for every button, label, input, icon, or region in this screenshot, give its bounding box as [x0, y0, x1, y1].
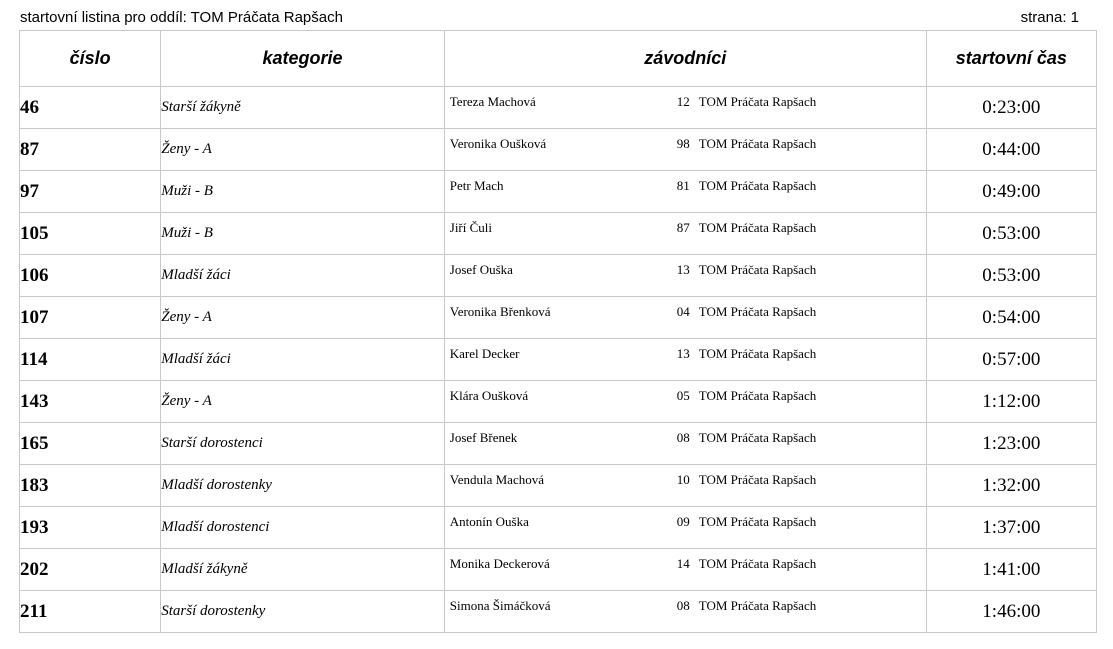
competitor-cell — [444, 423, 926, 465]
start-number: 97 — [20, 171, 161, 213]
start-number: 107 — [20, 297, 161, 339]
competitor-name: Tereza Machová — [449, 94, 536, 109]
table-row — [20, 465, 1097, 507]
category: Muži - B — [161, 171, 445, 213]
competitor-cell — [444, 591, 926, 633]
club-name: TOM Práčata Rapšach — [698, 346, 817, 361]
competitor-cell — [444, 297, 926, 339]
birth-year: 98 — [676, 136, 690, 151]
category: Mladší dorostenci — [161, 507, 445, 549]
start-time: 1:41:00 — [926, 549, 1096, 591]
birth-year: 10 — [676, 472, 690, 487]
competitor-name: Simona Šimáčková — [449, 598, 551, 613]
column-header-start-time: startovní čas — [926, 31, 1096, 87]
table-row — [20, 549, 1097, 591]
table-row — [20, 423, 1097, 465]
table-row — [20, 213, 1097, 255]
competitor-name: Karel Decker — [449, 346, 520, 361]
club-name: TOM Práčata Rapšach — [698, 598, 817, 613]
club-name: TOM Práčata Rapšach — [698, 388, 817, 403]
start-list-table — [19, 30, 1097, 633]
column-header-number: číslo — [20, 31, 161, 87]
category: Mladší žákyně — [161, 549, 445, 591]
competitor-name: Josef Břenek — [449, 430, 518, 445]
birth-year: 13 — [676, 346, 690, 361]
category: Mladší žáci — [161, 339, 445, 381]
start-time: 1:46:00 — [926, 591, 1096, 633]
start-number: 143 — [20, 381, 161, 423]
category: Starší dorostenky — [161, 591, 445, 633]
club-name: TOM Práčata Rapšach — [698, 178, 817, 193]
start-number: 202 — [20, 549, 161, 591]
birth-year: 08 — [676, 598, 690, 613]
category: Starší žákyně — [161, 87, 445, 129]
table-row — [20, 339, 1097, 381]
column-header-category: kategorie — [161, 31, 445, 87]
competitor-cell — [444, 381, 926, 423]
club-name: TOM Práčata Rapšach — [698, 262, 817, 277]
competitor-name: Klára Oušková — [449, 388, 529, 403]
table-row — [20, 297, 1097, 339]
category: Ženy - A — [161, 129, 445, 171]
start-number: 211 — [20, 591, 161, 633]
table-row — [20, 381, 1097, 423]
competitor-name: Veronika Oušková — [449, 136, 547, 151]
start-time: 1:37:00 — [926, 507, 1096, 549]
start-number: 46 — [20, 87, 161, 129]
start-time: 1:23:00 — [926, 423, 1096, 465]
table-body — [20, 87, 1097, 633]
category: Mladší dorostenky — [161, 465, 445, 507]
start-time: 0:44:00 — [926, 129, 1096, 171]
page-number: strana: 1 — [1020, 9, 1079, 26]
start-number: 183 — [20, 465, 161, 507]
start-number: 87 — [20, 129, 161, 171]
competitor-name: Monika Deckerová — [449, 556, 550, 571]
competitor-name: Josef Ouška — [449, 262, 513, 277]
birth-year: 08 — [676, 430, 690, 445]
table-header-row — [20, 31, 1097, 87]
start-time: 0:53:00 — [926, 255, 1096, 297]
start-number: 114 — [20, 339, 161, 381]
start-number: 165 — [20, 423, 161, 465]
birth-year: 04 — [676, 304, 690, 319]
competitor-cell — [444, 255, 926, 297]
club-name: TOM Práčata Rapšach — [698, 304, 817, 319]
birth-year: 09 — [676, 514, 690, 529]
club-name: TOM Práčata Rapšach — [698, 514, 817, 529]
table-row — [20, 171, 1097, 213]
competitor-cell — [444, 87, 926, 129]
birth-year: 12 — [676, 94, 690, 109]
competitor-name: Jiří Čuli — [449, 220, 493, 235]
start-time: 0:57:00 — [926, 339, 1096, 381]
competitor-name: Vendula Machová — [449, 472, 544, 487]
start-time: 0:23:00 — [926, 87, 1096, 129]
category: Muži - B — [161, 213, 445, 255]
column-header-competitors: závodníci — [444, 31, 926, 87]
category: Starší dorostenci — [161, 423, 445, 465]
competitor-cell — [444, 339, 926, 381]
category: Ženy - A — [161, 381, 445, 423]
start-number: 106 — [20, 255, 161, 297]
start-time: 0:49:00 — [926, 171, 1096, 213]
start-time: 0:54:00 — [926, 297, 1096, 339]
table-row — [20, 507, 1097, 549]
club-name: TOM Práčata Rapšach — [698, 556, 817, 571]
competitor-name: Antonín Ouška — [449, 514, 529, 529]
table-row — [20, 255, 1097, 297]
document-title: startovní listina pro oddíl: TOM Práčata Rapšach — [20, 9, 343, 26]
competitor-cell — [444, 213, 926, 255]
competitor-cell — [444, 465, 926, 507]
competitor-name: Veronika Břenková — [449, 304, 551, 319]
birth-year: 81 — [676, 178, 690, 193]
competitor-name: Petr Mach — [449, 178, 504, 193]
competitor-cell — [444, 549, 926, 591]
start-number: 193 — [20, 507, 161, 549]
club-name: TOM Práčata Rapšach — [698, 430, 817, 445]
birth-year: 05 — [676, 388, 690, 403]
competitor-cell — [444, 507, 926, 549]
table-row — [20, 129, 1097, 171]
start-number: 105 — [20, 213, 161, 255]
club-name: TOM Práčata Rapšach — [698, 472, 817, 487]
club-name: TOM Práčata Rapšach — [698, 94, 817, 109]
club-name: TOM Práčata Rapšach — [698, 220, 817, 235]
category: Ženy - A — [161, 297, 445, 339]
club-name: TOM Práčata Rapšach — [698, 136, 817, 151]
competitor-cell — [444, 171, 926, 213]
category: Mladší žáci — [161, 255, 445, 297]
competitor-cell — [444, 129, 926, 171]
table-row — [20, 87, 1097, 129]
start-time: 0:53:00 — [926, 213, 1096, 255]
start-time: 1:12:00 — [926, 381, 1096, 423]
birth-year: 13 — [676, 262, 690, 277]
birth-year: 14 — [676, 556, 690, 571]
table-row — [20, 591, 1097, 633]
start-time: 1:32:00 — [926, 465, 1096, 507]
birth-year: 87 — [676, 220, 690, 235]
